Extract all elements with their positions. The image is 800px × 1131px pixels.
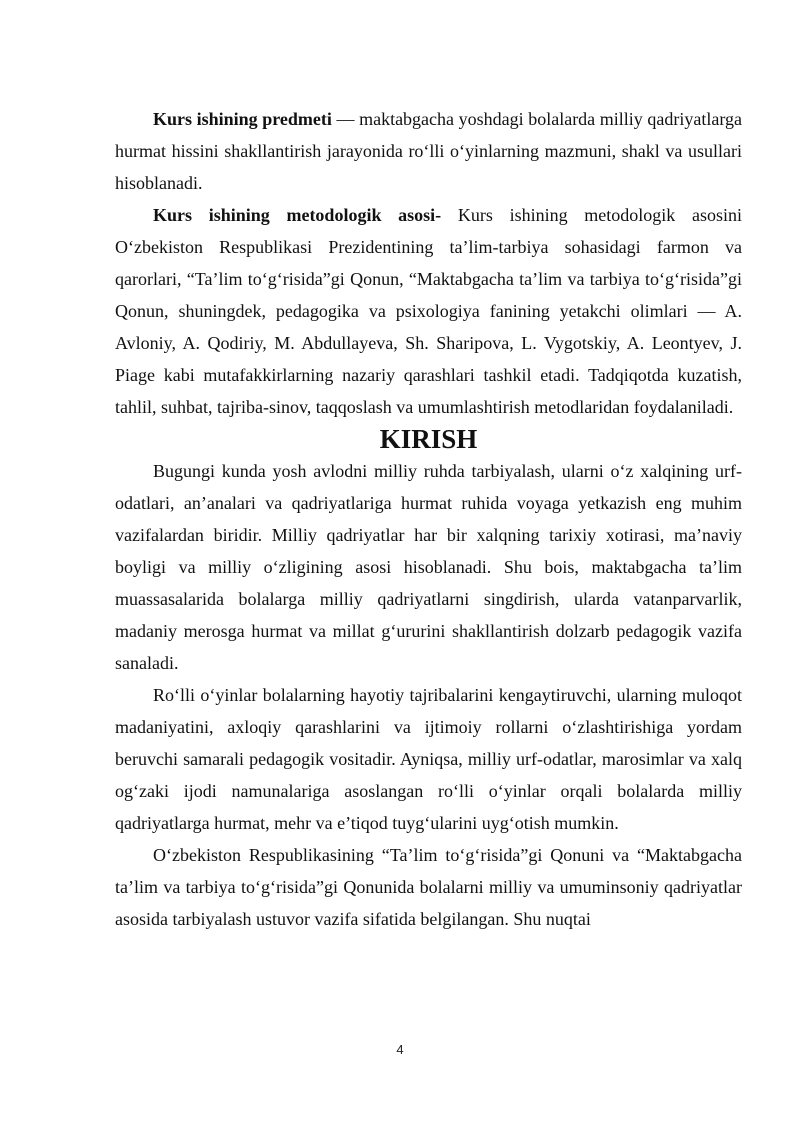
- section-heading: KIRISH: [379, 424, 478, 454]
- body-paragraph-3: O‘zbekiston Respublikasining “Ta’lim to‘g‘risida”gi Qonuni va “Maktabgacha ta’lim va tarbiya to‘g‘risida”gi Qonunida bolalarni milliy va umuminsoniy qadriyatlar asosida tarbiyalash ustuvor vazifa sifatida belgilangan. Shu nuqtai: [115, 845, 742, 929]
- subject-lead: Kurs ishining predmeti: [153, 109, 332, 129]
- methodology-lead: Kurs ishining metodologik asosi-: [153, 205, 442, 225]
- methodology-paragraph: [115, 199, 742, 423]
- body-paragraph-1: Bugungi kunda yosh avlodni milliy ruhda tarbiyalash, ularni o‘z xalqining urf-odatlari, an’analari va qadriyatlariga hurmat ruhida voyaga yetkazish eng muhim vazifalardan biridir. Milliy qadriyatlar har bir xalqning tarixiy xotirasi, ma’naviy boyligi va milliy o‘zligining asosi hisoblanadi. Shu bois, maktabgacha ta’lim muassasalarida bolalarga milliy qadriyatlarni singdirish, ularda vatanparvarlik, madaniy merosga hurmat va millat g‘ururini shakllantirish dolzarb pedagogik vazifa sanaladi.: [115, 461, 742, 673]
- page-content: [115, 103, 742, 935]
- subject-text: — maktabgacha yoshdagi bolalarda milliy qadriyatlarga hurmat hissini shakllantirish jarayonida ro‘lli o‘yinlarning mazmuni, shakl va usullari hisoblanadi.: [115, 109, 742, 193]
- methodology-text: Kurs ishining metodologik asosini O‘zbekiston Respublikasi Prezidentining ta’lim-tarbiya sohasidagi farmon va qarorlari, “Ta’lim to‘g‘risida”gi Qonun, “Maktabgacha ta’lim va tarbiya to‘g‘risida”gi Qonun, shuningdek, pedagogika va psixologiya fanining yetakchi olimlari — A. Avloniy, A. Qodiriy, M. Abdullayeva, Sh. Sharipova, L. Vygotskiy, A. Leontyev, J. Piage kabi mutafakkirlarning nazariy qarashlari tashkil etadi. Tadqiqotda kuzatish, tahlil, suhbat, tajriba-sinov, taqqoslash va umumlashtirish metodlaridan foydalaniladi.: [115, 205, 742, 417]
- subject-paragraph: [115, 103, 742, 199]
- page-number: 4: [396, 1042, 404, 1057]
- body-paragraph-2: Ro‘lli o‘yinlar bolalarning hayotiy tajribalarini kengaytiruvchi, ularning muloqot madaniyatini, axloqiy qarashlarini va ijtimoiy rollarni o‘zlashtirishiga yordam beruvchi samarali pedagogik vositadir. Ayniqsa, milliy urf-odatlar, marosimlar va xalq og‘zaki ijodi namunalariga asoslangan ro‘lli o‘yinlar orqali bolalarda milliy qadriyatlarga hurmat, mehr va e’tiqod tuyg‘ularini uyg‘otish mumkin.: [115, 685, 742, 833]
